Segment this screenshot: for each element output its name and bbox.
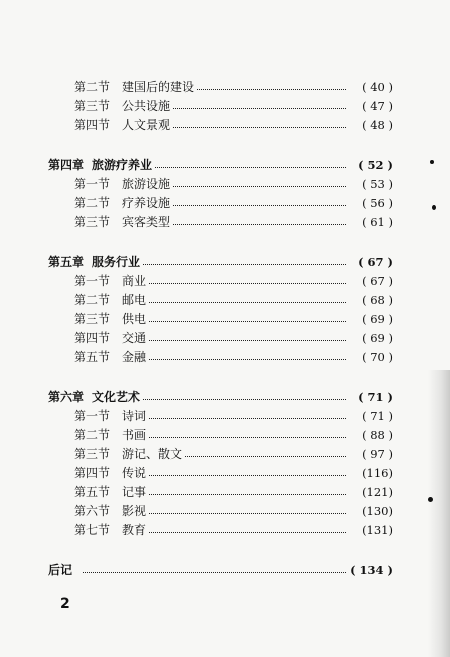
toc-entry-label: 第七节: [74, 523, 111, 537]
toc-entry-title: 公共设施: [122, 99, 171, 113]
toc-section-row[interactable]: [48, 445, 393, 464]
toc-entry-label: 第四节: [74, 331, 111, 345]
toc-section-row[interactable]: [48, 464, 393, 483]
toc-entry-label: 第一节: [74, 177, 111, 191]
dot-leader: [143, 264, 346, 265]
page-number: 2: [60, 596, 70, 612]
toc-entry-label: 第四节: [74, 466, 111, 480]
toc-page-number: ( 71 ): [358, 390, 393, 404]
toc-page-number: ( 52 ): [358, 158, 393, 172]
toc-entry-label: 第一节: [74, 274, 111, 288]
toc-entry-label: 第四节: [74, 118, 111, 132]
toc-entry-title: 交通: [122, 331, 147, 345]
toc-page-number: ( 71 ): [362, 409, 393, 423]
toc-section-row[interactable]: [48, 213, 393, 232]
toc-chapter-row[interactable]: [48, 253, 393, 272]
dot-leader: [149, 340, 346, 341]
dot-leader: [149, 475, 346, 476]
toc-entry-label: 第五章: [48, 255, 85, 269]
toc-entry-title: 旅游疗养业: [92, 158, 153, 172]
toc-page-number: ( 134 ): [350, 563, 393, 577]
toc-page-number: (116): [362, 466, 393, 480]
toc-entry-title: 旅游设施: [122, 177, 171, 191]
dot-leader: [173, 127, 346, 128]
toc-entry-title: 金融: [122, 350, 147, 364]
toc-chapter-row[interactable]: [48, 388, 393, 407]
ink-speck: [430, 160, 434, 164]
toc-entry-title: 建国后的建设: [122, 80, 195, 94]
toc-spacer: [48, 232, 393, 253]
toc-spacer: [48, 367, 393, 388]
toc-section-row[interactable]: [48, 194, 393, 213]
toc-page-number: ( 53 ): [362, 177, 393, 191]
scan-edge-shadow: [428, 370, 450, 657]
toc-section-row[interactable]: [48, 483, 393, 502]
toc-spacer: [48, 135, 393, 156]
toc-entry-title: 传说: [122, 466, 147, 480]
toc-section-row[interactable]: [48, 116, 393, 135]
toc-entry-label: 第二节: [74, 428, 111, 442]
table-of-contents: [48, 78, 393, 580]
toc-page-number: (121): [362, 485, 393, 499]
toc-page-number: (130): [362, 504, 393, 518]
dot-leader: [149, 494, 346, 495]
toc-entry-title: 疗养设施: [122, 196, 171, 210]
toc-entry-title: 教育: [122, 523, 147, 537]
toc-entry-label: 第三节: [74, 447, 111, 461]
toc-entry-label: 第三节: [74, 215, 111, 229]
toc-entry-label: 第二节: [74, 293, 111, 307]
toc-entry-title: 服务行业: [92, 255, 141, 269]
toc-entry-label: 第五节: [74, 350, 111, 364]
toc-page-number: (131): [362, 523, 393, 537]
toc-entry-label: 第二节: [74, 196, 111, 210]
toc-page-number: ( 56 ): [362, 196, 393, 210]
toc-spacer: [48, 540, 393, 561]
toc-section-row[interactable]: [48, 272, 393, 291]
toc-entry-label: 后记: [48, 563, 73, 577]
toc-page-number: ( 48 ): [362, 118, 393, 132]
dot-leader: [155, 167, 346, 168]
toc-entry-title: 供电: [122, 312, 147, 326]
toc-section-row[interactable]: [48, 407, 393, 426]
toc-section-row[interactable]: [48, 310, 393, 329]
ink-speck: [432, 205, 436, 210]
toc-chapter-row[interactable]: [48, 561, 393, 580]
toc-entry-label: 第二节: [74, 80, 111, 94]
toc-entry-title: 邮电: [122, 293, 147, 307]
dot-leader: [149, 302, 346, 303]
toc-page-number: ( 67 ): [362, 274, 393, 288]
dot-leader: [83, 572, 346, 573]
toc-page-number: ( 40 ): [362, 80, 393, 94]
toc-entry-title: 记事: [122, 485, 147, 499]
dot-leader: [143, 399, 346, 400]
dot-leader: [149, 418, 346, 419]
dot-leader: [185, 456, 346, 457]
toc-entry-label: 第六章: [48, 390, 85, 404]
toc-page-number: ( 47 ): [362, 99, 393, 113]
toc-page-number: ( 97 ): [362, 447, 393, 461]
dot-leader: [197, 89, 346, 90]
toc-entry-label: 第五节: [74, 485, 111, 499]
toc-entry-label: 第四章: [48, 158, 85, 172]
toc-entry-title: 游记、散文: [122, 447, 183, 461]
toc-entry-title: 人文景观: [122, 118, 171, 132]
toc-entry-title: 诗词: [122, 409, 147, 423]
toc-entry-title: 影视: [122, 504, 147, 518]
dot-leader: [173, 186, 346, 187]
dot-leader: [149, 532, 346, 533]
toc-section-row[interactable]: [48, 78, 393, 97]
toc-section-row[interactable]: [48, 291, 393, 310]
toc-entry-label: 第六节: [74, 504, 111, 518]
toc-page-number: ( 61 ): [362, 215, 393, 229]
dot-leader: [149, 437, 346, 438]
dot-leader: [149, 283, 346, 284]
toc-page-number: ( 70 ): [362, 350, 393, 364]
dot-leader: [149, 359, 346, 360]
dot-leader: [173, 224, 346, 225]
toc-entry-label: 第三节: [74, 99, 111, 113]
toc-entry-label: 第三节: [74, 312, 111, 326]
toc-entry-title: 商业: [122, 274, 147, 288]
dot-leader: [149, 513, 346, 514]
toc-section-row[interactable]: [48, 521, 393, 540]
toc-section-row[interactable]: [48, 175, 393, 194]
toc-page-number: ( 88 ): [362, 428, 393, 442]
toc-section-row[interactable]: [48, 329, 393, 348]
dot-leader: [173, 205, 346, 206]
toc-section-row[interactable]: [48, 97, 393, 116]
toc-section-row[interactable]: [48, 502, 393, 521]
dot-leader: [173, 108, 346, 109]
toc-section-row[interactable]: [48, 348, 393, 367]
toc-entry-title: 书画: [122, 428, 147, 442]
toc-page-number: ( 67 ): [358, 255, 393, 269]
toc-entry-label: 第一节: [74, 409, 111, 423]
dot-leader: [149, 321, 346, 322]
toc-section-row[interactable]: [48, 426, 393, 445]
toc-chapter-row[interactable]: [48, 156, 393, 175]
toc-entry-title: 文化艺术: [92, 390, 141, 404]
toc-entry-title: 宾客类型: [122, 215, 171, 229]
toc-page-number: ( 69 ): [362, 312, 393, 326]
toc-page-number: ( 68 ): [362, 293, 393, 307]
toc-page-number: ( 69 ): [362, 331, 393, 345]
